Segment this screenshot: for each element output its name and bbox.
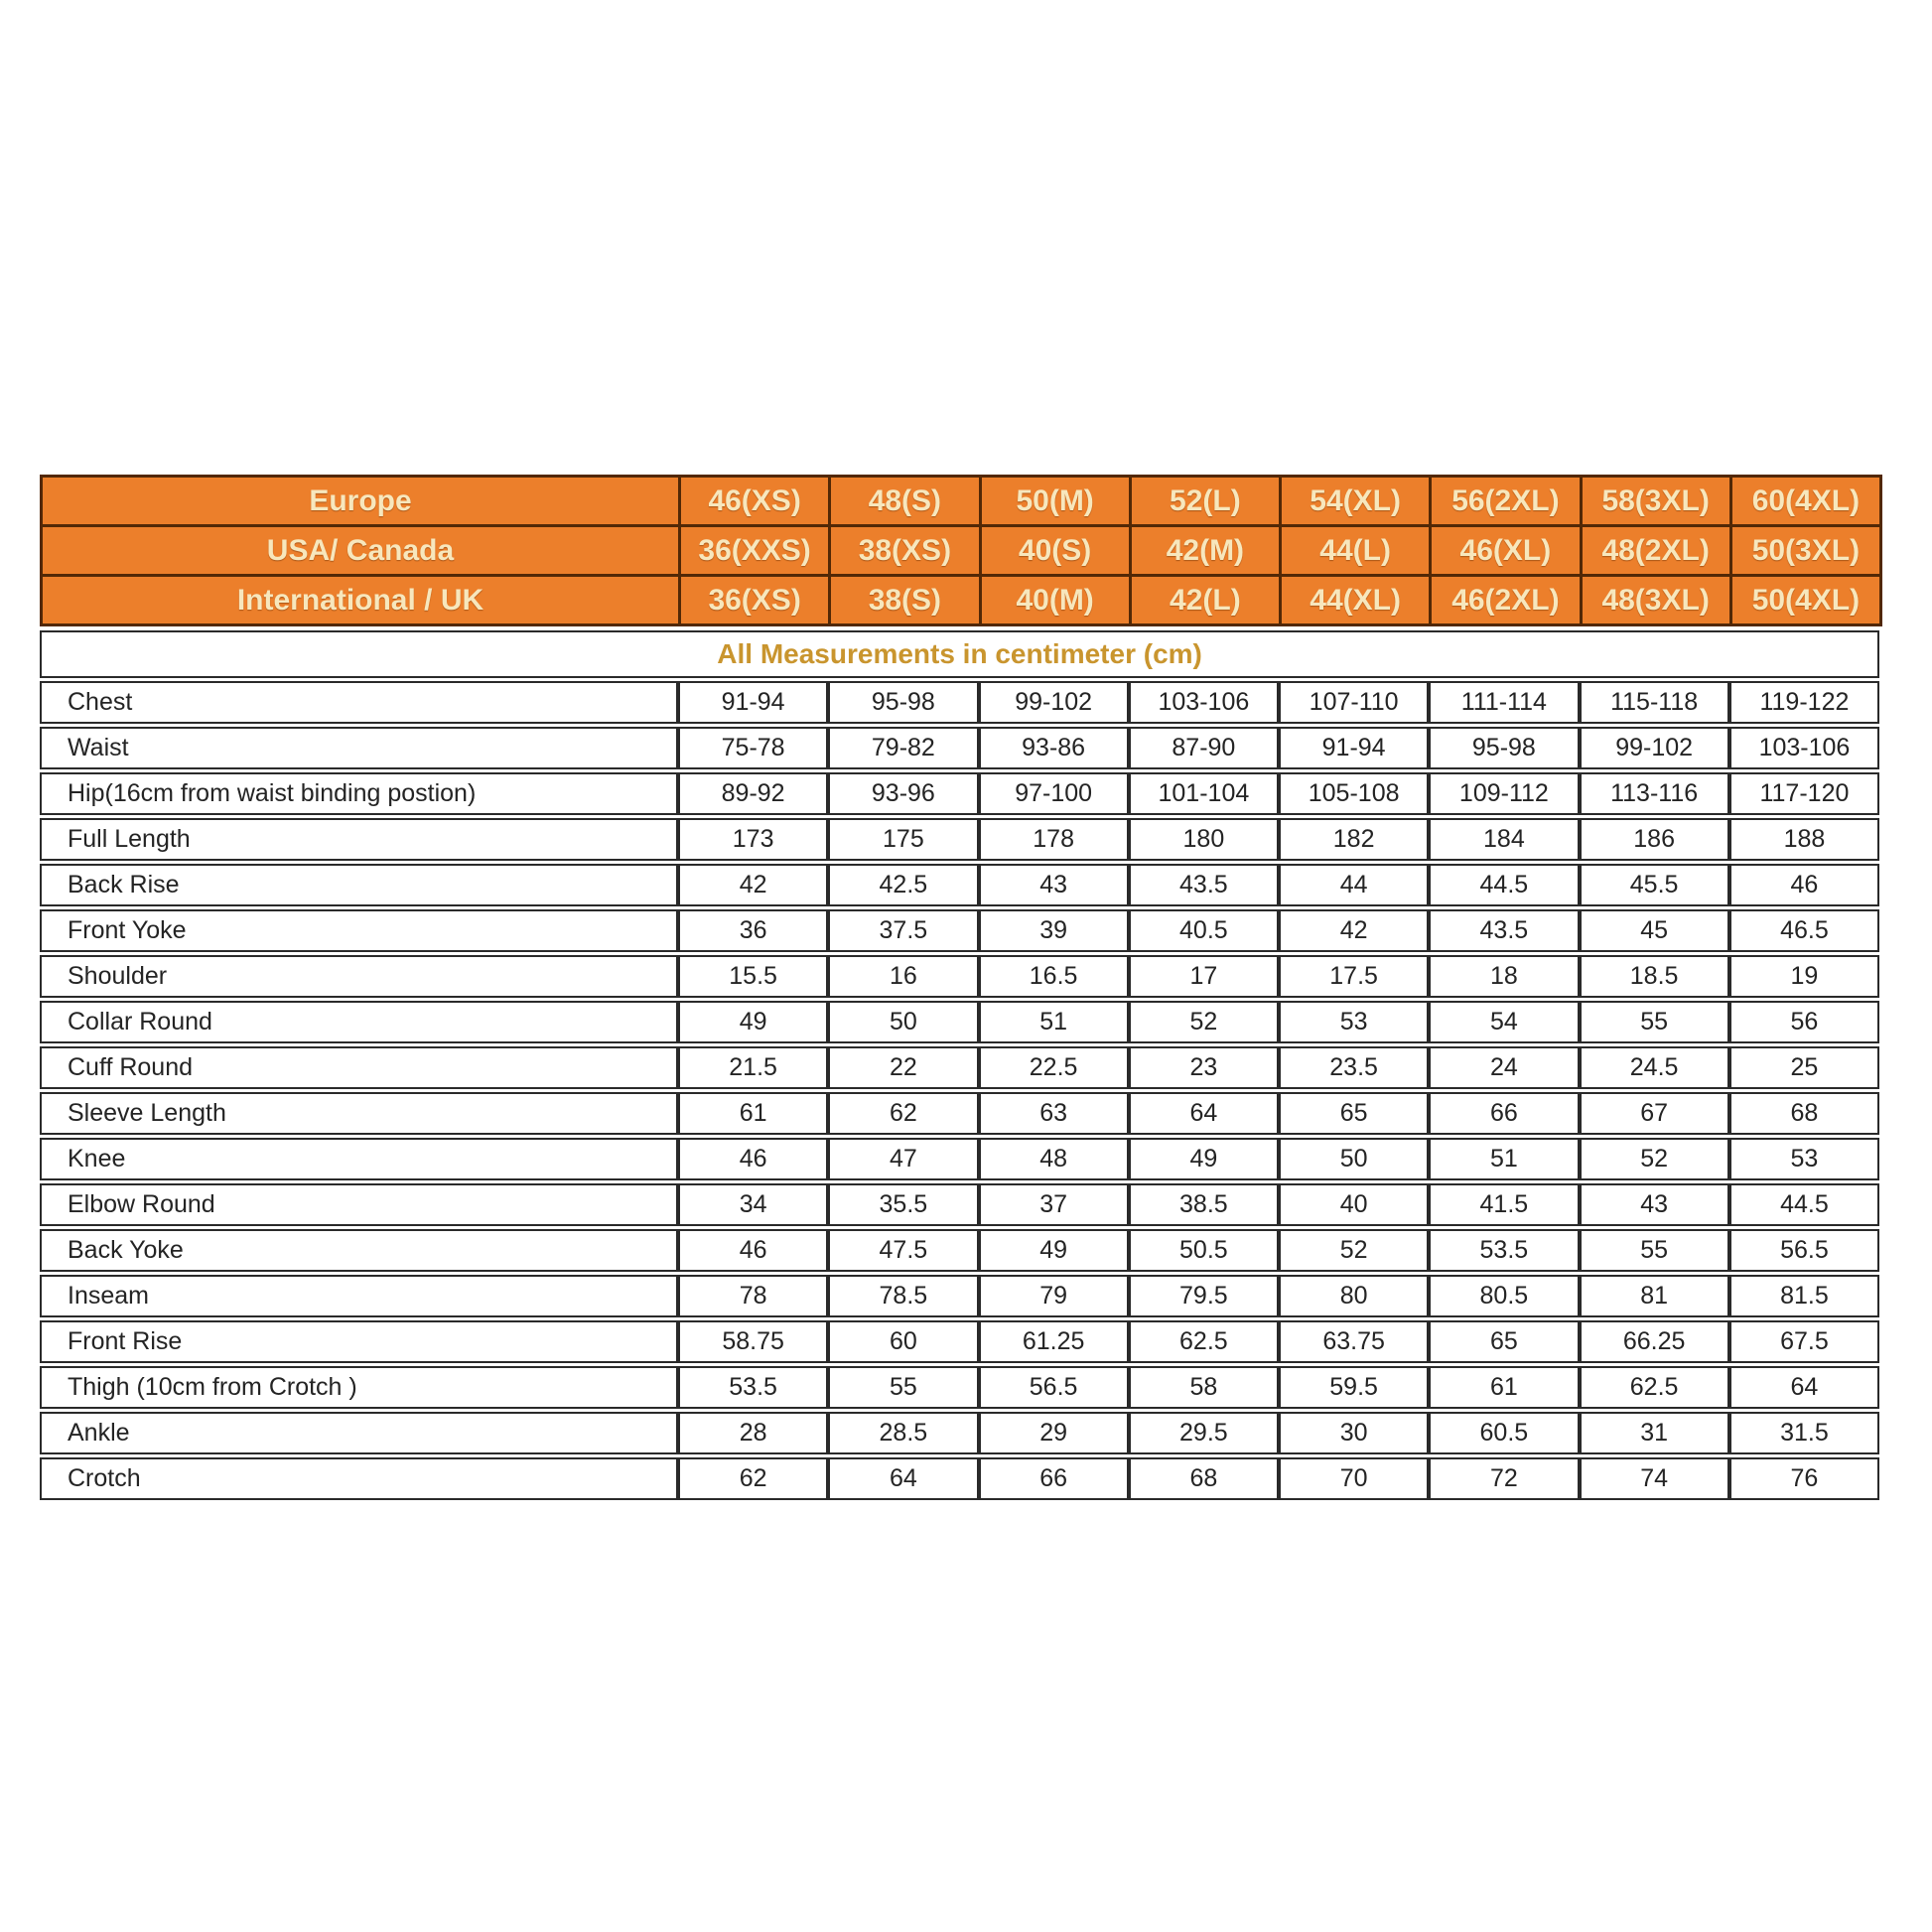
measurement-value-cell: 43.5 [1129,864,1279,906]
measurement-value-cell: 40 [1279,1183,1429,1226]
measurement-value-cell: 64 [828,1457,978,1500]
measurement-value-cell: 47 [828,1138,978,1180]
measurement-value-cell: 50 [828,1001,978,1043]
measurement-value-cell: 62.5 [1129,1320,1279,1363]
measurement-value-cell: 49 [678,1001,828,1043]
measurement-value-cell: 70 [1279,1457,1429,1500]
measurement-value-cell: 67 [1580,1092,1729,1135]
measurement-value-cell: 55 [828,1366,978,1409]
measurement-value-cell: 58 [1129,1366,1279,1409]
measurement-value-cell: 16 [828,955,978,998]
measurement-value-cell: 37 [979,1183,1129,1226]
measurement-value-cell: 46 [1729,864,1879,906]
measurement-row [40,1046,1879,1089]
measurement-value-cell: 56 [1729,1001,1879,1043]
measurement-value-cell: 103-106 [1129,681,1279,724]
measurement-value-cell: 173 [678,818,828,861]
measurements-note-row [40,630,1879,678]
size-cell: 60(4XL) [1730,477,1880,526]
measurement-value-cell: 55 [1580,1229,1729,1272]
size-system-row [42,477,1881,526]
measurement-value-cell: 79.5 [1129,1275,1279,1317]
measurement-value-cell: 63 [979,1092,1129,1135]
size-cell: 48(S) [830,477,980,526]
measurement-value-cell: 68 [1129,1457,1279,1500]
measurement-label: Back Rise [40,864,678,906]
measurement-row [40,909,1879,952]
size-cell: 42(M) [1130,526,1280,576]
measurement-value-cell: 188 [1729,818,1879,861]
measurement-value-cell: 81.5 [1729,1275,1879,1317]
measurement-value-cell: 79-82 [828,727,978,769]
measurement-value-cell: 79 [979,1275,1129,1317]
size-system-label: Europe [42,477,680,526]
measurement-value-cell: 36 [678,909,828,952]
measurement-value-cell: 23 [1129,1046,1279,1089]
measurement-value-cell: 44.5 [1729,1183,1879,1226]
size-cell: 40(M) [980,576,1130,625]
measurement-value-cell: 113-116 [1580,772,1729,815]
measurement-value-cell: 89-92 [678,772,828,815]
measurement-value-cell: 50.5 [1129,1229,1279,1272]
measurement-value-cell: 109-112 [1429,772,1579,815]
measurement-value-cell: 52 [1279,1229,1429,1272]
measurement-value-cell: 56.5 [979,1366,1129,1409]
measurement-value-cell: 99-102 [1580,727,1729,769]
measurement-value-cell: 42 [678,864,828,906]
measurement-value-cell: 182 [1279,818,1429,861]
measurement-value-cell: 49 [1129,1138,1279,1180]
size-system-row [42,576,1881,625]
measurement-label: Shoulder [40,955,678,998]
measurement-value-cell: 40.5 [1129,909,1279,952]
measurement-label: Back Yoke [40,1229,678,1272]
measurement-value-cell: 41.5 [1429,1183,1579,1226]
measurement-value-cell: 66.25 [1580,1320,1729,1363]
measurement-value-cell: 18 [1429,955,1579,998]
measurement-value-cell: 91-94 [678,681,828,724]
size-cell: 50(4XL) [1730,576,1880,625]
measurement-value-cell: 48 [979,1138,1129,1180]
measurement-value-cell: 93-86 [979,727,1129,769]
measurement-value-cell: 28 [678,1412,828,1454]
measurement-value-cell: 95-98 [1429,727,1579,769]
measurement-value-cell: 52 [1129,1001,1279,1043]
measurement-label: Thigh (10cm from Crotch ) [40,1366,678,1409]
measurement-value-cell: 54 [1429,1001,1579,1043]
measurement-value-cell: 49 [979,1229,1129,1272]
measurement-value-cell: 93-96 [828,772,978,815]
measurement-value-cell: 115-118 [1580,681,1729,724]
measurement-value-cell: 68 [1729,1092,1879,1135]
measurement-value-cell: 80.5 [1429,1275,1579,1317]
measurement-value-cell: 19 [1729,955,1879,998]
measurement-value-cell: 178 [979,818,1129,861]
measurement-value-cell: 186 [1580,818,1729,861]
measurement-value-cell: 39 [979,909,1129,952]
measurement-value-cell: 38.5 [1129,1183,1279,1226]
measurement-value-cell: 46.5 [1729,909,1879,952]
measurement-label: Cuff Round [40,1046,678,1089]
measurement-row [40,772,1879,815]
size-system-rows [42,477,1881,625]
measurement-label: Full Length [40,818,678,861]
measurement-value-cell: 25 [1729,1046,1879,1089]
size-system-table [40,475,1882,626]
measurement-row [40,1092,1879,1135]
measurement-value-cell: 74 [1580,1457,1729,1500]
measurement-value-cell: 45 [1580,909,1729,952]
measurement-row [40,1229,1879,1272]
measurement-row [40,1412,1879,1454]
size-cell: 46(2XL) [1431,576,1581,625]
measurement-label: Front Rise [40,1320,678,1363]
measurement-value-cell: 56.5 [1729,1229,1879,1272]
measurement-value-cell: 51 [1429,1138,1579,1180]
measurement-value-cell: 60.5 [1429,1412,1579,1454]
measurement-value-cell: 46 [678,1138,828,1180]
measurement-row [40,1275,1879,1317]
measurement-value-cell: 76 [1729,1457,1879,1500]
measurement-label: Collar Round [40,1001,678,1043]
measurement-row [40,681,1879,724]
measurement-value-cell: 62.5 [1580,1366,1729,1409]
size-cell: 46(XL) [1431,526,1581,576]
measurement-value-cell: 51 [979,1001,1129,1043]
measurement-value-cell: 46 [678,1229,828,1272]
measurement-value-cell: 65 [1429,1320,1579,1363]
measurement-row [40,955,1879,998]
measurement-value-cell: 43 [979,864,1129,906]
measurement-row [40,1183,1879,1226]
measurement-row [40,818,1879,861]
measurement-value-cell: 53 [1729,1138,1879,1180]
measurement-value-cell: 87-90 [1129,727,1279,769]
measurement-value-cell: 42 [1279,909,1429,952]
measurement-value-cell: 22 [828,1046,978,1089]
measurement-value-cell: 15.5 [678,955,828,998]
measurement-value-cell: 18.5 [1580,955,1729,998]
measurement-value-cell: 53 [1279,1001,1429,1043]
measurement-value-cell: 64 [1729,1366,1879,1409]
measurement-value-cell: 95-98 [828,681,978,724]
measurement-value-cell: 78.5 [828,1275,978,1317]
measurement-value-cell: 99-102 [979,681,1129,724]
measurements-table [40,627,1879,1503]
measurement-value-cell: 107-110 [1279,681,1429,724]
measurement-row [40,1320,1879,1363]
measurement-label: Hip(16cm from waist binding postion) [40,772,678,815]
measurement-value-cell: 91-94 [1279,727,1429,769]
size-cell: 50(M) [980,477,1130,526]
measurement-value-cell: 61 [1429,1366,1579,1409]
measurement-value-cell: 101-104 [1129,772,1279,815]
measurement-value-cell: 66 [1429,1092,1579,1135]
measurement-label: Ankle [40,1412,678,1454]
size-system-label: International / UK [42,576,680,625]
measurement-label: Inseam [40,1275,678,1317]
size-cell: 36(XS) [680,576,830,625]
measurement-value-cell: 184 [1429,818,1579,861]
measurement-label: Front Yoke [40,909,678,952]
size-cell: 56(2XL) [1431,477,1581,526]
measurement-value-cell: 53.5 [678,1366,828,1409]
measurement-value-cell: 44.5 [1429,864,1579,906]
measurement-value-cell: 37.5 [828,909,978,952]
size-cell: 48(2XL) [1581,526,1730,576]
measurement-value-cell: 21.5 [678,1046,828,1089]
size-cell: 42(L) [1130,576,1280,625]
measurements-unit-note: All Measurements in centimeter (cm) [40,630,1879,678]
measurement-label: Waist [40,727,678,769]
measurement-value-cell: 43 [1580,1183,1729,1226]
measurement-value-cell: 23.5 [1279,1046,1429,1089]
measurement-row [40,727,1879,769]
measurement-value-cell: 42.5 [828,864,978,906]
measurement-value-cell: 29.5 [1129,1412,1279,1454]
size-cell: 44(L) [1281,526,1431,576]
measurement-value-cell: 17 [1129,955,1279,998]
measurement-value-cell: 64 [1129,1092,1279,1135]
measurement-row [40,1001,1879,1043]
measurement-value-cell: 17.5 [1279,955,1429,998]
measurement-label: Sleeve Length [40,1092,678,1135]
measurement-value-cell: 119-122 [1729,681,1879,724]
measurement-value-cell: 58.75 [678,1320,828,1363]
measurement-value-cell: 34 [678,1183,828,1226]
measurement-label: Chest [40,681,678,724]
measurement-value-cell: 180 [1129,818,1279,861]
measurement-label: Knee [40,1138,678,1180]
size-cell: 36(XXS) [680,526,830,576]
measurement-value-cell: 31.5 [1729,1412,1879,1454]
measurement-row [40,1138,1879,1180]
measurement-label: Crotch [40,1457,678,1500]
measurement-label: Elbow Round [40,1183,678,1226]
size-cell: 48(3XL) [1581,576,1730,625]
measurement-value-cell: 43.5 [1429,909,1579,952]
measurement-value-cell: 28.5 [828,1412,978,1454]
measurement-value-cell: 75-78 [678,727,828,769]
measurement-value-cell: 55 [1580,1001,1729,1043]
measurement-value-cell: 31 [1580,1412,1729,1454]
measurement-value-cell: 59.5 [1279,1366,1429,1409]
measurement-value-cell: 44 [1279,864,1429,906]
measurement-value-cell: 111-114 [1429,681,1579,724]
size-cell: 52(L) [1130,477,1280,526]
measurement-value-cell: 22.5 [979,1046,1129,1089]
size-cell: 44(XL) [1281,576,1431,625]
measurement-value-cell: 63.75 [1279,1320,1429,1363]
size-cell: 38(S) [830,576,980,625]
size-cell: 40(S) [980,526,1130,576]
measurement-value-cell: 97-100 [979,772,1129,815]
measurement-value-cell: 29 [979,1412,1129,1454]
measurement-value-cell: 65 [1279,1092,1429,1135]
size-system-row [42,526,1881,576]
size-system-label: USA/ Canada [42,526,680,576]
measurement-value-cell: 105-108 [1279,772,1429,815]
measurement-value-cell: 61 [678,1092,828,1135]
size-cell: 38(XS) [830,526,980,576]
size-chart [40,475,1879,1503]
measurement-value-cell: 35.5 [828,1183,978,1226]
measurement-value-cell: 78 [678,1275,828,1317]
measurement-value-cell: 60 [828,1320,978,1363]
measurement-value-cell: 175 [828,818,978,861]
measurement-value-cell: 72 [1429,1457,1579,1500]
measurement-value-cell: 50 [1279,1138,1429,1180]
measurement-value-cell: 52 [1580,1138,1729,1180]
measurement-value-cell: 103-106 [1729,727,1879,769]
measurement-row [40,1457,1879,1500]
measurement-value-cell: 24.5 [1580,1046,1729,1089]
measurement-value-cell: 62 [678,1457,828,1500]
size-cell: 46(XS) [680,477,830,526]
measurement-value-cell: 16.5 [979,955,1129,998]
measurement-value-cell: 81 [1580,1275,1729,1317]
measurement-value-cell: 67.5 [1729,1320,1879,1363]
measurement-value-cell: 45.5 [1580,864,1729,906]
measurement-row [40,1366,1879,1409]
measurement-value-cell: 47.5 [828,1229,978,1272]
measurement-value-cell: 30 [1279,1412,1429,1454]
measurement-value-cell: 24 [1429,1046,1579,1089]
measurement-value-cell: 61.25 [979,1320,1129,1363]
size-cell: 58(3XL) [1581,477,1730,526]
measurement-row [40,864,1879,906]
size-cell: 50(3XL) [1730,526,1880,576]
measurement-value-cell: 62 [828,1092,978,1135]
measurement-value-cell: 53.5 [1429,1229,1579,1272]
measurement-rows [40,630,1879,1500]
measurement-value-cell: 80 [1279,1275,1429,1317]
measurement-value-cell: 117-120 [1729,772,1879,815]
size-cell: 54(XL) [1281,477,1431,526]
measurement-value-cell: 66 [979,1457,1129,1500]
